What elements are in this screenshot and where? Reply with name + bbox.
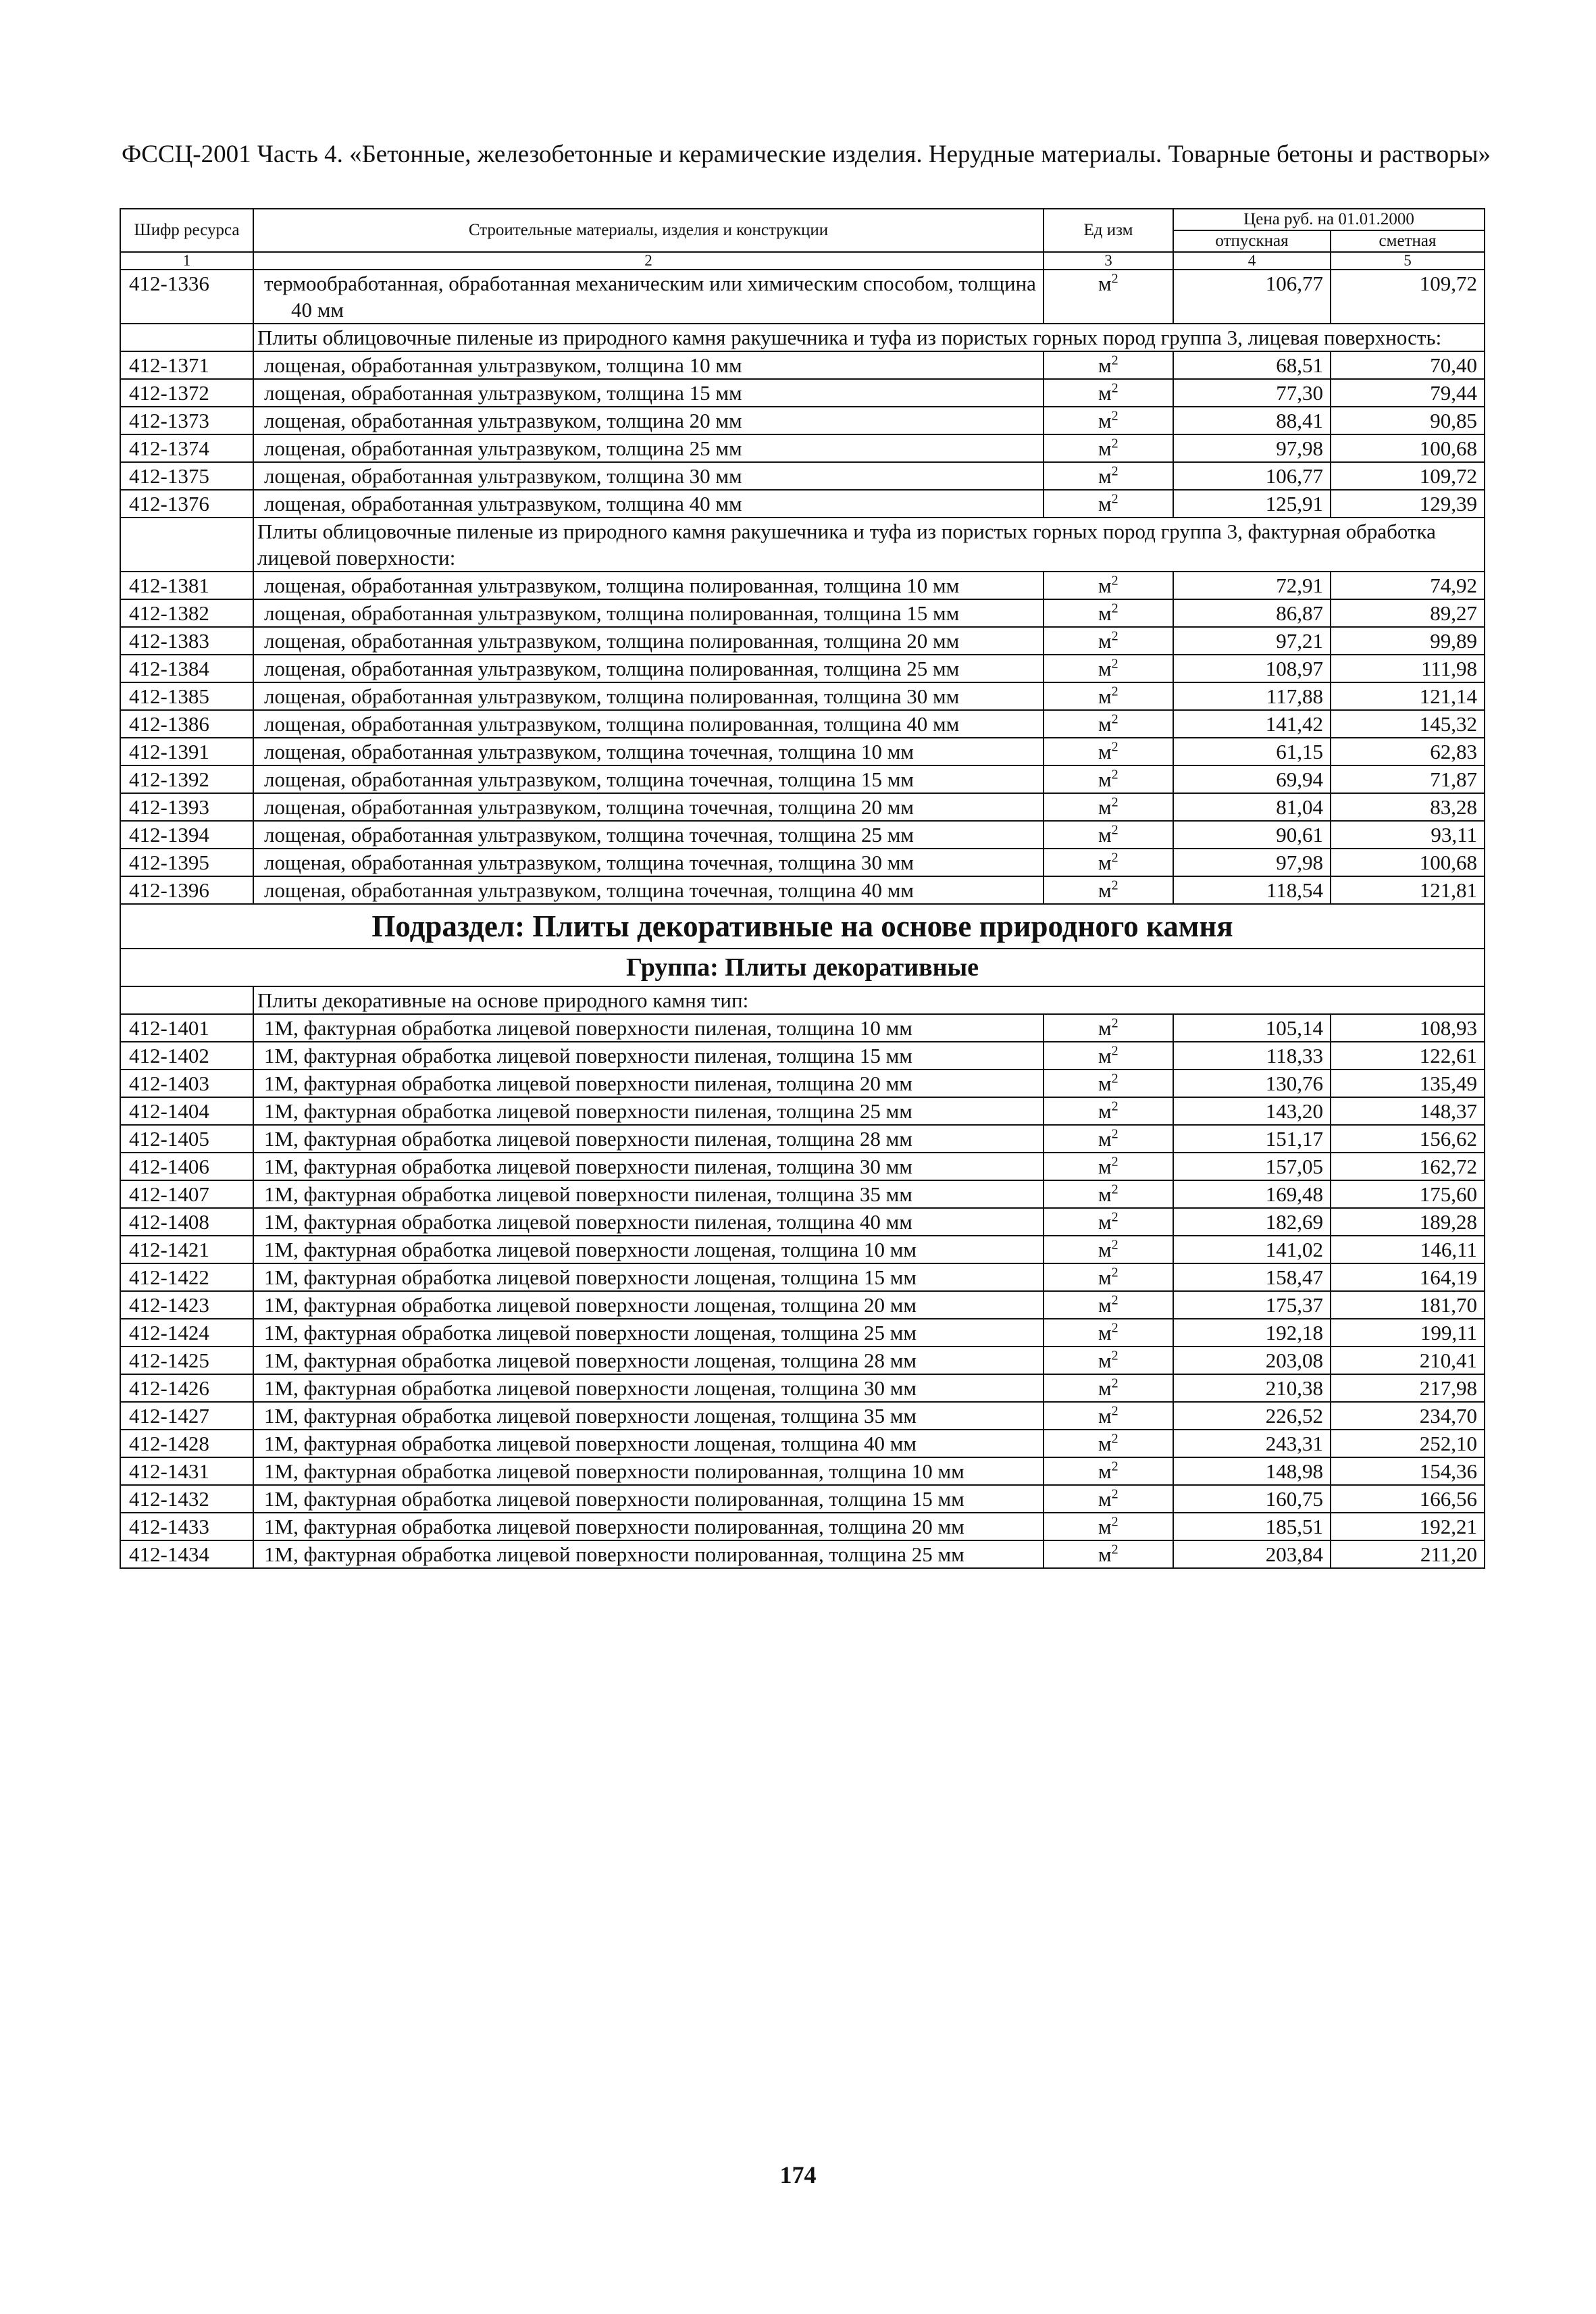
price-release: 141,42: [1173, 710, 1331, 738]
table-row: [120, 1430, 1485, 1457]
unit: $м^2$: [1044, 434, 1173, 462]
resource-code: 412-1425: [120, 1347, 253, 1374]
table-row: [120, 655, 1485, 682]
material-name: 1М, фактурная обработка лицевой поверхности лощеная, толщина 28 мм: [253, 1347, 1044, 1374]
unit: $м^2$: [1044, 655, 1173, 682]
resource-code: 412-1421: [120, 1236, 253, 1263]
resource-code: 412-1424: [120, 1319, 253, 1347]
unit: $м^2$: [1044, 1208, 1173, 1236]
price-release: 151,17: [1173, 1125, 1331, 1153]
resource-code: 412-1386: [120, 710, 253, 738]
unit: $м^2$: [1044, 765, 1173, 793]
price-estimate: 192,21: [1331, 1513, 1485, 1540]
section-title: Плиты декоративные на основе природного камня тип:: [253, 986, 1485, 1014]
section-row: [120, 324, 1485, 351]
resource-code: 412-1376: [120, 490, 253, 518]
price-release: 105,14: [1173, 1014, 1331, 1042]
table-row: [120, 849, 1485, 876]
unit: $м^2$: [1044, 1180, 1173, 1208]
resource-code: 412-1396: [120, 876, 253, 904]
unit: $м^2$: [1044, 682, 1173, 710]
resource-code: 412-1404: [120, 1097, 253, 1125]
table-row: [120, 738, 1485, 765]
price-release: 141,02: [1173, 1236, 1331, 1263]
price-estimate: 111,98: [1331, 655, 1485, 682]
material-name: лощеная, обработанная ультразвуком, толщина точечная, толщина 20 мм: [253, 793, 1044, 821]
price-estimate: 145,32: [1331, 710, 1485, 738]
price-release: 182,69: [1173, 1208, 1331, 1236]
resource-code: 412-1375: [120, 462, 253, 490]
resource-code: 412-1432: [120, 1485, 253, 1513]
table-row: [120, 1125, 1485, 1153]
material-name: лощеная, обработанная ультразвуком, толщина точечная, толщина 40 мм: [253, 876, 1044, 904]
column-numbers-row: [120, 252, 1485, 270]
price-estimate: 234,70: [1331, 1402, 1485, 1430]
price-release: 192,18: [1173, 1319, 1331, 1347]
price-release: 160,75: [1173, 1485, 1331, 1513]
unit: $м^2$: [1044, 1125, 1173, 1153]
material-name: 1М, фактурная обработка лицевой поверхности пиленая, толщина 25 мм: [253, 1097, 1044, 1125]
table-header-row: [120, 209, 1485, 230]
table-row: [120, 876, 1485, 904]
table-row: [120, 407, 1485, 434]
price-estimate: 175,60: [1331, 1180, 1485, 1208]
material-name: 1М, фактурная обработка лицевой поверхности полированная, толщина 25 мм: [253, 1540, 1044, 1568]
price-release: 88,41: [1173, 407, 1331, 434]
price-release: 226,52: [1173, 1402, 1331, 1430]
table-row: [120, 1042, 1485, 1070]
price-estimate: 189,28: [1331, 1208, 1485, 1236]
material-name: 1М, фактурная обработка лицевой поверхности полированная, толщина 15 мм: [253, 1485, 1044, 1513]
section-row: [120, 986, 1485, 1014]
table-row: [120, 490, 1485, 518]
price-estimate: 166,56: [1331, 1485, 1485, 1513]
column-header-price: Цена руб. на 01.01.2000: [1173, 209, 1485, 230]
column-header-price-estimate: сметная: [1331, 230, 1485, 252]
price-release: 175,37: [1173, 1291, 1331, 1319]
table-row: [120, 1374, 1485, 1402]
material-name: лощеная, обработанная ультразвуком, толщина полированная, толщина 40 мм: [253, 710, 1044, 738]
price-estimate: 252,10: [1331, 1430, 1485, 1457]
table-row: [120, 351, 1485, 379]
material-name: 1М, фактурная обработка лицевой поверхности лощеная, толщина 40 мм: [253, 1430, 1044, 1457]
resource-code: 412-1426: [120, 1374, 253, 1402]
material-name: лощеная, обработанная ультразвуком, толщина 20 мм: [253, 407, 1044, 434]
price-estimate: 109,72: [1331, 462, 1485, 490]
table-row: [120, 1014, 1485, 1042]
unit: $м^2$: [1044, 1291, 1173, 1319]
column-header-code: Шифр ресурса: [120, 209, 253, 252]
price-release: 203,08: [1173, 1347, 1331, 1374]
material-name: 1М, фактурная обработка лицевой поверхности лощеная, толщина 20 мм: [253, 1291, 1044, 1319]
unit: $м^2$: [1044, 627, 1173, 655]
price-release: 148,98: [1173, 1457, 1331, 1485]
table-row: [120, 599, 1485, 627]
price-estimate: 121,81: [1331, 876, 1485, 904]
price-release: 118,54: [1173, 876, 1331, 904]
unit: $м^2$: [1044, 379, 1173, 407]
section-code-cell: [120, 324, 253, 351]
resource-code: 412-1408: [120, 1208, 253, 1236]
price-estimate: 154,36: [1331, 1457, 1485, 1485]
price-release: 61,15: [1173, 738, 1331, 765]
page-number: 174: [779, 2161, 817, 2188]
unit: $м^2$: [1044, 351, 1173, 379]
material-name: 1М, фактурная обработка лицевой поверхности пиленая, толщина 15 мм: [253, 1042, 1044, 1070]
table-row: [120, 1513, 1485, 1540]
unit: $м^2$: [1044, 1042, 1173, 1070]
resource-code: 412-1403: [120, 1070, 253, 1097]
material-name: лощеная, обработанная ультразвуком, толщина полированная, толщина 15 мм: [253, 599, 1044, 627]
price-release: 97,98: [1173, 849, 1331, 876]
material-name: лощеная, обработанная ультразвуком, толщина 30 мм: [253, 462, 1044, 490]
resource-code: 412-1393: [120, 793, 253, 821]
material-name: 1М, фактурная обработка лицевой поверхности лощеная, толщина 25 мм: [253, 1319, 1044, 1347]
resource-code: 412-1401: [120, 1014, 253, 1042]
table-row: [120, 462, 1485, 490]
price-estimate: 99,89: [1331, 627, 1485, 655]
material-name: лощеная, обработанная ультразвуком, толщина 40 мм: [253, 490, 1044, 518]
price-estimate: 146,11: [1331, 1236, 1485, 1263]
unit: $м^2$: [1044, 1430, 1173, 1457]
column-header-price-release: отпускная: [1173, 230, 1331, 252]
resource-code: 412-1382: [120, 599, 253, 627]
price-estimate: 164,19: [1331, 1263, 1485, 1291]
unit: $м^2$: [1044, 849, 1173, 876]
price-release: 243,31: [1173, 1430, 1331, 1457]
price-estimate: 100,68: [1331, 434, 1485, 462]
price-release: 157,05: [1173, 1153, 1331, 1180]
page-header-title: ФССЦ-2001 Часть 4. «Бетонные, железобетонные и керамические изделия. Нерудные материалы. Товарные бетоны и растворы»: [122, 141, 1491, 168]
table-row: [120, 1097, 1485, 1125]
price-release: 117,88: [1173, 682, 1331, 710]
material-name: лощеная, обработанная ультразвуком, толщина точечная, толщина 25 мм: [253, 821, 1044, 849]
material-name: термообработанная, обработанная механическим или химическим способом, толщина 40 мм: [253, 270, 1044, 324]
material-name: лощеная, обработанная ультразвуком, толщина полированная, толщина 20 мм: [253, 627, 1044, 655]
price-release: 185,51: [1173, 1513, 1331, 1540]
resource-code: 412-1372: [120, 379, 253, 407]
unit: $м^2$: [1044, 793, 1173, 821]
price-estimate: 74,92: [1331, 572, 1485, 599]
material-name: 1М, фактурная обработка лицевой поверхности лощеная, толщина 15 мм: [253, 1263, 1044, 1291]
table-row: [120, 1485, 1485, 1513]
material-name: лощеная, обработанная ультразвуком, толщина точечная, толщина 30 мм: [253, 849, 1044, 876]
material-name: 1М, фактурная обработка лицевой поверхности лощеная, толщина 30 мм: [253, 1374, 1044, 1402]
resource-code: 412-1433: [120, 1513, 253, 1540]
unit: $м^2$: [1044, 821, 1173, 849]
price-release: 72,91: [1173, 572, 1331, 599]
price-release: 210,38: [1173, 1374, 1331, 1402]
material-name: лощеная, обработанная ультразвуком, толщина точечная, толщина 15 мм: [253, 765, 1044, 793]
resource-code: 412-1373: [120, 407, 253, 434]
table-row: [120, 765, 1485, 793]
unit: $м^2$: [1044, 599, 1173, 627]
table-row: [120, 793, 1485, 821]
group-title: Группа: Плиты декоративные: [120, 949, 1485, 986]
table-row: [120, 1153, 1485, 1180]
price-release: 86,87: [1173, 599, 1331, 627]
price-release: 106,77: [1173, 270, 1331, 324]
column-number: 4: [1173, 252, 1331, 270]
table-row: [120, 1540, 1485, 1568]
price-release: 77,30: [1173, 379, 1331, 407]
material-name: 1М, фактурная обработка лицевой поверхности пиленая, толщина 28 мм: [253, 1125, 1044, 1153]
price-release: 130,76: [1173, 1070, 1331, 1097]
unit: $м^2$: [1044, 738, 1173, 765]
price-release: 97,21: [1173, 627, 1331, 655]
resource-code: 412-1384: [120, 655, 253, 682]
resource-code: 412-1392: [120, 765, 253, 793]
price-estimate: 199,11: [1331, 1319, 1485, 1347]
section-code-cell: [120, 986, 253, 1014]
material-name: 1М, фактурная обработка лицевой поверхности пиленая, толщина 20 мм: [253, 1070, 1044, 1097]
unit: $м^2$: [1044, 1374, 1173, 1402]
price-release: 106,77: [1173, 462, 1331, 490]
unit: $м^2$: [1044, 876, 1173, 904]
material-name: 1М, фактурная обработка лицевой поверхности пиленая, толщина 35 мм: [253, 1180, 1044, 1208]
unit: $м^2$: [1044, 1070, 1173, 1097]
resource-code: 412-1383: [120, 627, 253, 655]
unit: $м^2$: [1044, 572, 1173, 599]
resource-code: 412-1395: [120, 849, 253, 876]
price-estimate: 121,14: [1331, 682, 1485, 710]
material-name: лощеная, обработанная ультразвуком, толщина полированная, толщина 25 мм: [253, 655, 1044, 682]
unit: $м^2$: [1044, 1097, 1173, 1125]
table-row: [120, 710, 1485, 738]
price-release: 69,94: [1173, 765, 1331, 793]
unit: $м^2$: [1044, 1457, 1173, 1485]
material-name: 1М, фактурная обработка лицевой поверхности лощеная, толщина 35 мм: [253, 1402, 1044, 1430]
resource-code: 412-1385: [120, 682, 253, 710]
material-name: 1М, фактурная обработка лицевой поверхности пиленая, толщина 30 мм: [253, 1153, 1044, 1180]
resource-code: 412-1407: [120, 1180, 253, 1208]
table-row: [120, 1208, 1485, 1236]
price-release: 97,98: [1173, 434, 1331, 462]
resource-code: 412-1431: [120, 1457, 253, 1485]
table-row: [120, 270, 1485, 324]
price-estimate: 129,39: [1331, 490, 1485, 518]
table-row: [120, 572, 1485, 599]
material-name: 1М, фактурная обработка лицевой поверхности полированная, толщина 10 мм: [253, 1457, 1044, 1485]
resource-code: 412-1405: [120, 1125, 253, 1153]
section-title: Плиты облицовочные пиленые из природного камня ракушечника и туфа из пористых горных пород группа 3, фактурная обработка лицевой поверхности:: [253, 518, 1485, 572]
resource-code: 412-1394: [120, 821, 253, 849]
price-estimate: 79,44: [1331, 379, 1485, 407]
table-row: [120, 1291, 1485, 1319]
unit: $м^2$: [1044, 1485, 1173, 1513]
group-title-row: [120, 949, 1485, 986]
table-row: [120, 821, 1485, 849]
price-estimate: 217,98: [1331, 1374, 1485, 1402]
unit: $м^2$: [1044, 490, 1173, 518]
resource-code: 412-1406: [120, 1153, 253, 1180]
price-estimate: 122,61: [1331, 1042, 1485, 1070]
table-row: [120, 627, 1485, 655]
table-row: [120, 379, 1485, 407]
section-title: Плиты облицовочные пиленые из природного камня ракушечника и туфа из пористых горных пород группа 3, лицевая поверхность:: [253, 324, 1485, 351]
price-release: 90,61: [1173, 821, 1331, 849]
price-estimate: 100,68: [1331, 849, 1485, 876]
section-row: [120, 518, 1485, 572]
column-number: 3: [1044, 252, 1173, 270]
price-estimate: 62,83: [1331, 738, 1485, 765]
price-estimate: 71,87: [1331, 765, 1485, 793]
resource-code: 412-1427: [120, 1402, 253, 1430]
unit: $м^2$: [1044, 1153, 1173, 1180]
resource-code: 412-1374: [120, 434, 253, 462]
material-name: 1М, фактурная обработка лицевой поверхности пиленая, толщина 10 мм: [253, 1014, 1044, 1042]
column-number: 2: [253, 252, 1044, 270]
material-name: лощеная, обработанная ультразвуком, толщина точечная, толщина 10 мм: [253, 738, 1044, 765]
price-release: 81,04: [1173, 793, 1331, 821]
price-release: 143,20: [1173, 1097, 1331, 1125]
resource-code: 412-1402: [120, 1042, 253, 1070]
table-row: [120, 434, 1485, 462]
price-estimate: 162,72: [1331, 1153, 1485, 1180]
unit: $м^2$: [1044, 1014, 1173, 1042]
table-row: [120, 1180, 1485, 1208]
resource-code: 412-1381: [120, 572, 253, 599]
resource-code: 412-1371: [120, 351, 253, 379]
price-release: 118,33: [1173, 1042, 1331, 1070]
unit: $м^2$: [1044, 1347, 1173, 1374]
price-release: 68,51: [1173, 351, 1331, 379]
material-name: лощеная, обработанная ультразвуком, толщина 25 мм: [253, 434, 1044, 462]
unit: $м^2$: [1044, 1513, 1173, 1540]
material-name: лощеная, обработанная ультразвуком, толщина полированная, толщина 10 мм: [253, 572, 1044, 599]
section-code-cell: [120, 518, 253, 572]
price-release: 158,47: [1173, 1263, 1331, 1291]
resource-code: 412-1434: [120, 1540, 253, 1568]
table-row: [120, 1402, 1485, 1430]
unit: $м^2$: [1044, 1263, 1173, 1291]
subdivision-title: Подраздел: Плиты декоративные на основе природного камня: [120, 904, 1485, 949]
price-release: 203,84: [1173, 1540, 1331, 1568]
table-row: [120, 1347, 1485, 1374]
resource-code: 412-1336: [120, 270, 253, 324]
price-estimate: 211,20: [1331, 1540, 1485, 1568]
price-release: 108,97: [1173, 655, 1331, 682]
price-estimate: 210,41: [1331, 1347, 1485, 1374]
price-estimate: 109,72: [1331, 270, 1485, 324]
price-table: [120, 208, 1485, 1569]
unit: $м^2$: [1044, 407, 1173, 434]
table-row: [120, 682, 1485, 710]
price-release: 125,91: [1173, 490, 1331, 518]
material-name: 1М, фактурная обработка лицевой поверхности полированная, толщина 20 мм: [253, 1513, 1044, 1540]
subdivision-title-row: [120, 904, 1485, 949]
unit: $м^2$: [1044, 462, 1173, 490]
table-row: [120, 1457, 1485, 1485]
material-name: 1М, фактурная обработка лицевой поверхности лощеная, толщина 10 мм: [253, 1236, 1044, 1263]
price-estimate: 181,70: [1331, 1291, 1485, 1319]
price-estimate: 108,93: [1331, 1014, 1485, 1042]
price-estimate: 148,37: [1331, 1097, 1485, 1125]
resource-code: 412-1423: [120, 1291, 253, 1319]
unit: $м^2$: [1044, 1402, 1173, 1430]
material-name: лощеная, обработанная ультразвуком, толщина полированная, толщина 30 мм: [253, 682, 1044, 710]
unit: $м^2$: [1044, 270, 1173, 324]
price-estimate: 93,11: [1331, 821, 1485, 849]
resource-code: 412-1391: [120, 738, 253, 765]
price-estimate: 70,40: [1331, 351, 1485, 379]
price-estimate: 90,85: [1331, 407, 1485, 434]
unit: $м^2$: [1044, 1319, 1173, 1347]
table-row: [120, 1236, 1485, 1263]
column-header-unit: Ед изм: [1044, 209, 1173, 252]
price-estimate: 135,49: [1331, 1070, 1485, 1097]
price-estimate: 89,27: [1331, 599, 1485, 627]
table-row: [120, 1319, 1485, 1347]
column-number: 5: [1331, 252, 1485, 270]
price-estimate: 156,62: [1331, 1125, 1485, 1153]
material-name: 1М, фактурная обработка лицевой поверхности пиленая, толщина 40 мм: [253, 1208, 1044, 1236]
table-row: [120, 1263, 1485, 1291]
unit: $м^2$: [1044, 1236, 1173, 1263]
price-release: 169,48: [1173, 1180, 1331, 1208]
unit: $м^2$: [1044, 710, 1173, 738]
material-name: лощеная, обработанная ультразвуком, толщина 10 мм: [253, 351, 1044, 379]
unit: $м^2$: [1044, 1540, 1173, 1568]
table-body: [120, 270, 1485, 1568]
column-header-name: Строительные материалы, изделия и конструкции: [253, 209, 1044, 252]
material-name: лощеная, обработанная ультразвуком, толщина 15 мм: [253, 379, 1044, 407]
resource-code: 412-1428: [120, 1430, 253, 1457]
column-number: 1: [120, 252, 253, 270]
resource-code: 412-1422: [120, 1263, 253, 1291]
table-row: [120, 1070, 1485, 1097]
price-estimate: 83,28: [1331, 793, 1485, 821]
